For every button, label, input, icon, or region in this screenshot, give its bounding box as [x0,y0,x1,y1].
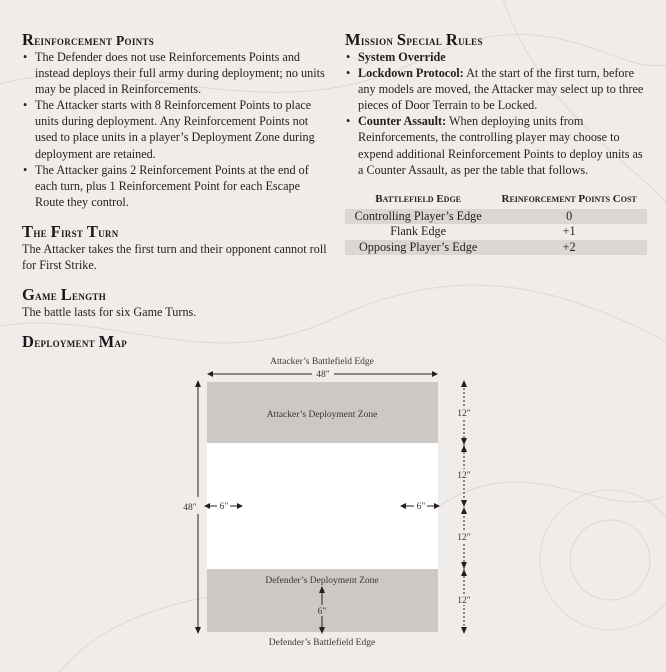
table-row [345,240,647,256]
right-column [345,32,650,255]
reinforcement-list [22,49,332,210]
left-column [22,32,332,365]
counter-assault-label: Counter Assault: [358,114,447,129]
reinforcement-heading: Reinforcement Points [22,30,155,49]
game-length-text: The battle lasts for six Game Turns. [22,305,197,320]
deployment-map-section [22,334,332,351]
reinforcement-section [22,32,332,210]
table-cell: Opposing Player’s Edge [345,240,491,256]
defender-zone-label: Defender’s Deployment Zone [265,576,379,586]
height-label: 48" [183,503,197,513]
arrowhead-icon [461,380,467,387]
arrowhead-icon [207,371,213,377]
mission-rules-heading: Mission Special Rules [345,30,483,49]
deployment-map [182,352,492,652]
table-cell: 0 [491,209,647,225]
list-item: • The Attacker starts with 8 Reinforcement Points to place units during deployment. Any Reinforcement Points not used to place units in a player’s Deployment Zone during deployment are retained. [22,97,332,161]
attacker-zone-label: Attacker’s Deployment Zone [266,410,378,420]
reinforcement-cost-table [345,192,647,256]
lockdown-label: Lockdown Protocol: [358,66,464,81]
system-override-label: System Override [358,50,446,64]
defender-edge-label: Defender’s Battlefield Edge [268,638,376,648]
arrowhead-icon [195,380,201,387]
first-turn-heading: The First Turn [22,221,119,241]
segment-label: 12" [457,409,471,419]
arrowhead-icon [195,627,201,634]
segment-label: 12" [457,533,471,543]
mission-rules-section [345,32,650,178]
first-turn-text: The Attacker takes the first turn and their opponent cannot roll for First Strike. [22,241,327,273]
arrowhead-icon [461,507,467,514]
segment-label: 12" [457,471,471,481]
table-cell: +1 [562,224,576,239]
width-label: 48" [316,370,330,380]
attacker-edge-label: Attacker’s Battlefield Edge [270,357,374,367]
counter-assault-text: When deploying units from Reinforcements, the controlling player may choose to expend additional Reinforcement Points to deploy units as a Counter Assault, as per the table that follows. [358,114,643,177]
list-item [345,49,650,65]
table-cell: Controlling Player’s Edge [345,209,491,225]
arrowhead-icon [461,438,467,445]
segment-label: 12" [457,596,471,606]
arrowhead-icon [461,569,467,576]
game-length-heading: Game Length [22,285,107,305]
column-header: Battlefield Edge [375,192,462,205]
list-item [345,65,650,113]
lockdown-text: At the start of the first turn, before any models are moved, the Attacker may select up to three pieces of Door Terrain to be Locked. [358,66,644,113]
list-item [345,113,650,177]
table-row [345,224,647,240]
table-cell: +2 [491,240,647,256]
arrowhead-icon [461,445,467,452]
deployment-map-heading: Deployment Map [22,332,128,352]
table-row [345,209,647,225]
left-six-label: 6" [219,502,229,512]
arrowhead-icon [461,500,467,507]
mission-rules-list [345,49,650,178]
game-length-section [22,287,332,320]
list-item: • The Attacker gains 2 Reinforcement Points at the end of each turn, plus 1 Reinforcement Point for each Escape Route they control. [22,162,332,210]
column-header: Reinforcement Points Cost [501,192,637,205]
table-cell: Flank Edge [390,224,447,239]
list-item: • The Defender does not use Reinforcements Points and instead deploys their full army during deployment; no units may be placed in Reinforcements. [22,49,332,97]
table-header-row [345,192,647,209]
right-six-label: 6" [416,502,426,512]
arrowhead-icon [432,371,438,377]
arrowhead-icon [461,562,467,569]
first-turn-section [22,221,332,273]
arrowhead-icon [461,627,467,634]
bottom-six-label: 6" [317,607,327,617]
